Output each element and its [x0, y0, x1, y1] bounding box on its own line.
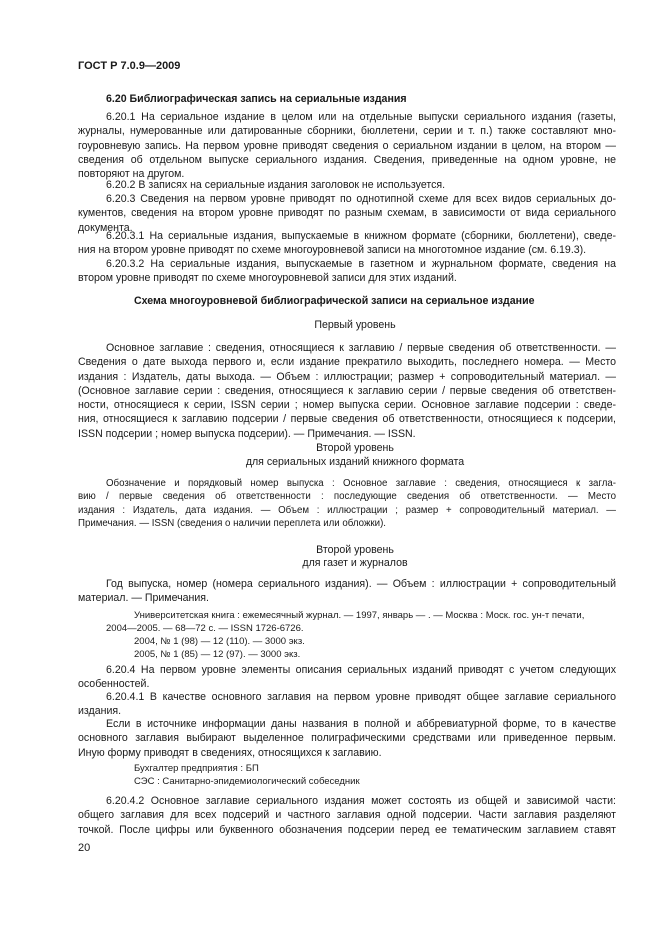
text-line: (Основное заглавие серии : сведения, относящиеся к заглавию серии / первые сведения об ответствен-: [78, 384, 616, 397]
example-2-line-2: СЭС : Санитарно-эпидемиологический собеседник: [134, 776, 360, 787]
text-line: ности, относящиеся к серии, ISSN серии ; номер выпуска серии. Основное заглавие подсерии : сведе-: [78, 399, 616, 412]
example-1-line-1: Университетская книга : ежемесячный журнал. — 1997, январь — . — Москва : Моск. гос. ун-т печати,: [134, 610, 585, 621]
text-line: издания : Издатель, даты выхода. — Объем : иллюстрации; размер + сопроводительный материал. —: [78, 370, 616, 383]
text-line: издания : Издатель, дата издания. — Объем : иллюстрации ; размер + сопроводительный материал. —: [78, 504, 616, 516]
text-line: 6.20.4.2 Основное заглавие сериального издания может состоять из общей и зависимой части:: [106, 795, 616, 807]
level2-book-heading: Второй уровень: [316, 442, 394, 454]
text-line: основного заглавия выбирают выделенное полиграфическими средствами или приведенное первым.: [78, 732, 616, 745]
text-line: особенностей.: [78, 678, 150, 691]
page-number: 20: [78, 842, 91, 854]
text-line: втором уровне приводят по схеме многоуровневой записи для этих изданий.: [78, 272, 457, 285]
text-line: гоуровневую запись. На первом уровне приводят сведения о сериальном издании в целом, на втором —: [78, 139, 616, 152]
paragraph-abbreviation: [78, 717, 616, 760]
paragraph-6-20-1: [78, 110, 616, 181]
text-line: Обозначение и порядковый номер выпуска : Основное заглавие : сведения, относящиеся к загла-: [106, 478, 616, 489]
text-line: 6.20.2 В записях на сериальные издания заголовок не используется.: [106, 179, 446, 191]
paragraph-6-20-4-2: [78, 794, 616, 837]
text-line: Если в источнике информации даны названия в полной и аббревиатурной форме, то в качестве: [106, 718, 616, 730]
text-line: 6.20.4.1 В качестве основного заглавия на первом уровне приводят общее заглавие сериального: [106, 691, 616, 703]
level2-book-scheme: [78, 477, 616, 531]
text-line: Год выпуска, номер (номера сериального издания). — Объем : иллюстрации + сопроводительный: [106, 578, 616, 590]
text-line: 6.20.1 На сериальное издание в целом или на отдельные выпуски сериального издания (газеты,: [106, 111, 616, 123]
text-line: Основное заглавие : сведения, относящиеся к заглавию / первые сведения об ответственности. —: [106, 342, 616, 354]
level2-news-scheme: [78, 577, 616, 606]
text-line: документа.: [78, 221, 133, 234]
level2-news-subheading: для газет и журналов: [302, 557, 408, 569]
paragraph-6-20-4-1: [78, 690, 616, 719]
section-title: 6.20 Библиографическая запись на сериальные издания: [106, 93, 407, 105]
paragraph-6-20-3-1: [78, 229, 616, 258]
text-line: сведения об отдельном выпуске сериального издания. Сведения, приведенные на одном уровне, не: [78, 153, 616, 166]
text-line: 6.20.3.2 На сериальные издания, выпускаемые в газетном и журнальном формате, сведения на: [106, 258, 616, 270]
text-line: вию / первые сведения об ответственности : последующие сведения об ответственности. — Место: [78, 491, 616, 503]
text-line: кументов, сведения на втором уровне приводят по разным схемам, в зависимости от вида сериального: [78, 207, 616, 220]
paragraph-6-20-4: [78, 663, 616, 692]
example-1-line-2: 2004—2005. — 68—72 с. — ISSN 1726-6726.: [106, 623, 304, 634]
paragraph-6-20-3-2: [78, 257, 616, 286]
text-line: повторяют на другом.: [78, 168, 185, 181]
document-header: ГОСТ Р 7.0.9—2009: [78, 60, 181, 72]
scheme-title: Схема многоуровневой библиографической записи на сериальное издание: [134, 295, 535, 307]
example-1-line-4: 2005, № 1 (85) — 12 (97). — 3000 экз.: [134, 649, 301, 660]
text-line: 6.20.3.1 На сериальные издания, выпускаемые в книжном формате (сборники, бюллетени), сведе-: [106, 230, 616, 242]
example-2-line-1: Бухгалтер предприятия : БП: [134, 763, 259, 774]
text-line: материал. — Примечания.: [78, 592, 209, 605]
text-line: издания.: [78, 705, 122, 718]
text-line: Сведения о дате выхода первого и, если издание прекратило выходить, последнего номера. — Место: [78, 356, 616, 369]
text-line: Иную форму приводят в сведениях, относящихся к заглавию.: [78, 746, 382, 759]
text-line: ния, относящиеся к заглавию подсерии / первые сведения об ответственности, относящиеся к подсерии,: [78, 413, 616, 426]
level2-news-heading: Второй уровень: [316, 544, 394, 556]
text-line: 6.20.4 На первом уровне элементы описания сериальных изданий приводят с учетом следующих: [106, 664, 616, 676]
level1-heading: Первый уровень: [314, 319, 396, 331]
paragraph-6-20-2: [78, 178, 616, 192]
text-line: 6.20.3 Сведения на первом уровне приводят по однотипной схеме для всех видов сериальных до-: [106, 193, 616, 205]
text-line: журналы, нумерованные или датированные сборники, бюллетени, серии и т. п.) также составляют мно-: [78, 125, 616, 138]
text-line: ния на втором уровне приводят по схеме многоуровневой записи на многотомное издание (см. 6.19.3).: [78, 244, 587, 257]
level2-book-subheading: для сериальных изданий книжного формата: [245, 456, 465, 468]
text-line: Примечания. — ISSN (сведения о наличии переплета или обложки).: [78, 518, 386, 530]
text-line: точкой. После цифры или буквенного обозначения подсерии перед ее тематическим заглавием ставят: [78, 823, 616, 836]
text-line: ISSN подсерии ; номер выпуска подсерии). — Примечания. — ISSN.: [78, 427, 416, 440]
level1-scheme: [78, 341, 616, 441]
example-1-line-3: 2004, № 1 (98) — 12 (110). — 3000 экз.: [134, 636, 305, 647]
text-line: общего заглавия для всех подсерий и частного заглавия одной подсерии. Части заглавия разделяют: [78, 809, 616, 822]
